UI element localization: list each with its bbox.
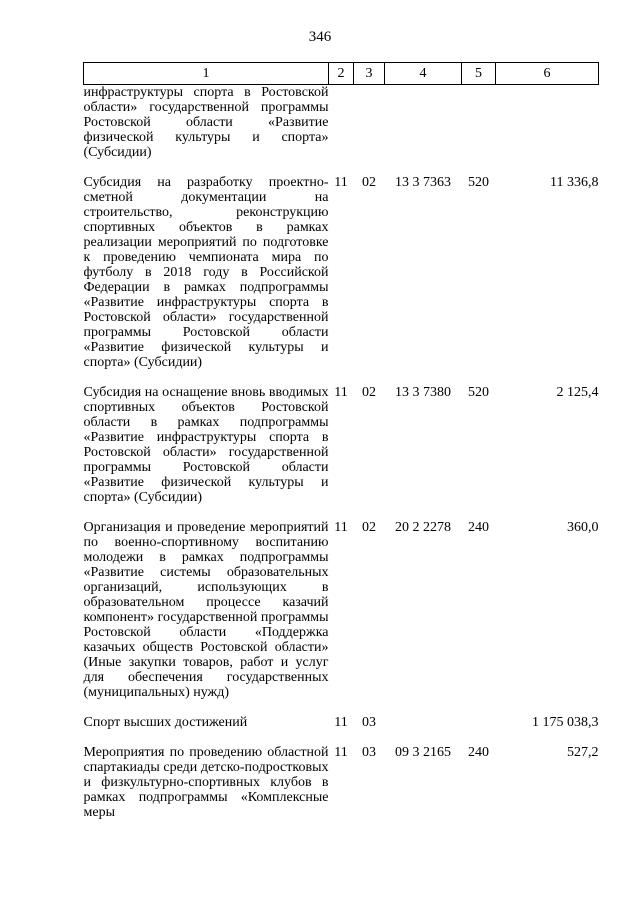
row-csr: 13 3 7380 [395, 385, 451, 400]
row-name: Спорт высших достижений [83, 715, 248, 730]
row-vr [462, 715, 496, 745]
row-csr [385, 715, 462, 745]
row-rz: 11 [334, 385, 348, 400]
page-number: 346 [308, 29, 332, 45]
row-pr: 02 [362, 520, 376, 535]
row-vr: 520 [468, 385, 489, 400]
row-rz: 11 [334, 715, 348, 730]
table-row [84, 520, 599, 715]
row-csr [385, 85, 462, 176]
table-row [84, 715, 599, 745]
row-pr: 03 [362, 715, 376, 730]
row-sum [496, 85, 599, 176]
row-rz: 11 [334, 520, 348, 535]
row-pr: 02 [362, 175, 376, 190]
table-row [84, 85, 599, 176]
budget-table [83, 62, 599, 820]
row-sum: 11 336,8 [550, 175, 599, 190]
row-name: инфраструктуры спорта в Ростовской области» государственной программы Ростовской области «Развитие физической культуры и спорта» (Субсидии) [83, 85, 329, 160]
col-header-3: 3 [354, 63, 385, 85]
row-vr: 520 [468, 175, 489, 190]
row-name: Мероприятия по проведению областной спартакиады среди детско-подростковых и физкультурно-спортивных клубов в рамках подпрограммы «Комплексные меры [83, 745, 329, 820]
row-sum: 360,0 [567, 520, 599, 535]
row-vr: 240 [468, 745, 489, 760]
row-rz: 11 [334, 175, 348, 190]
col-header-6: 6 [496, 63, 599, 85]
row-name: Субсидия на разработку проектно-сметной документации на строительство, реконструкцию спортивных объектов в рамках реализации мероприятий по подготовке к проведению чемпионата мира по футболу в 2018 году в Российской Федерации в рамках подпрограммы «Развитие инфраструктуры спорта в Ростовской области» государственной программы Ростовской области «Развитие физической культуры и спорта» (Субсидии) [83, 175, 329, 370]
row-csr: 13 3 7363 [395, 175, 451, 190]
row-sum: 1 175 038,3 [532, 715, 599, 730]
table-row [84, 745, 599, 820]
row-sum: 527,2 [567, 745, 599, 760]
col-header-4: 4 [385, 63, 462, 85]
table-row [84, 385, 599, 520]
col-header-2: 2 [329, 63, 354, 85]
row-rz: 11 [334, 745, 348, 760]
row-vr [462, 85, 496, 176]
row-name: Организация и проведение мероприятий по военно-спортивному воспитанию молодежи в рамках подпрограммы «Развитие системы образовательных организаций, использующих в образовательном процессе казачий компонент» государственной программы Ростовской области «Поддержка казачьих обществ Ростовской области» (Иные закупки товаров, работ и услуг для обеспечения государственных (муниципальных) нужд) [83, 520, 329, 700]
table-row [84, 175, 599, 385]
row-vr: 240 [468, 520, 489, 535]
col-header-5: 5 [462, 63, 496, 85]
row-pr [354, 85, 385, 176]
col-header-1: 1 [84, 63, 329, 85]
row-pr: 02 [362, 385, 376, 400]
row-name: Субсидия на оснащение вновь вводимых спортивных объектов Ростовской области в рамках подпрограммы «Развитие инфраструктуры спорта в Ростовской области» государственной программы Ростовской области «Развитие физической культуры и спорта» (Субсидии) [83, 385, 329, 505]
table-header-row [84, 63, 599, 85]
row-pr: 03 [362, 745, 376, 760]
row-sum: 2 125,4 [556, 385, 599, 400]
row-rz [329, 85, 354, 176]
row-csr: 20 2 2278 [395, 520, 451, 535]
row-csr: 09 3 2165 [395, 745, 451, 760]
